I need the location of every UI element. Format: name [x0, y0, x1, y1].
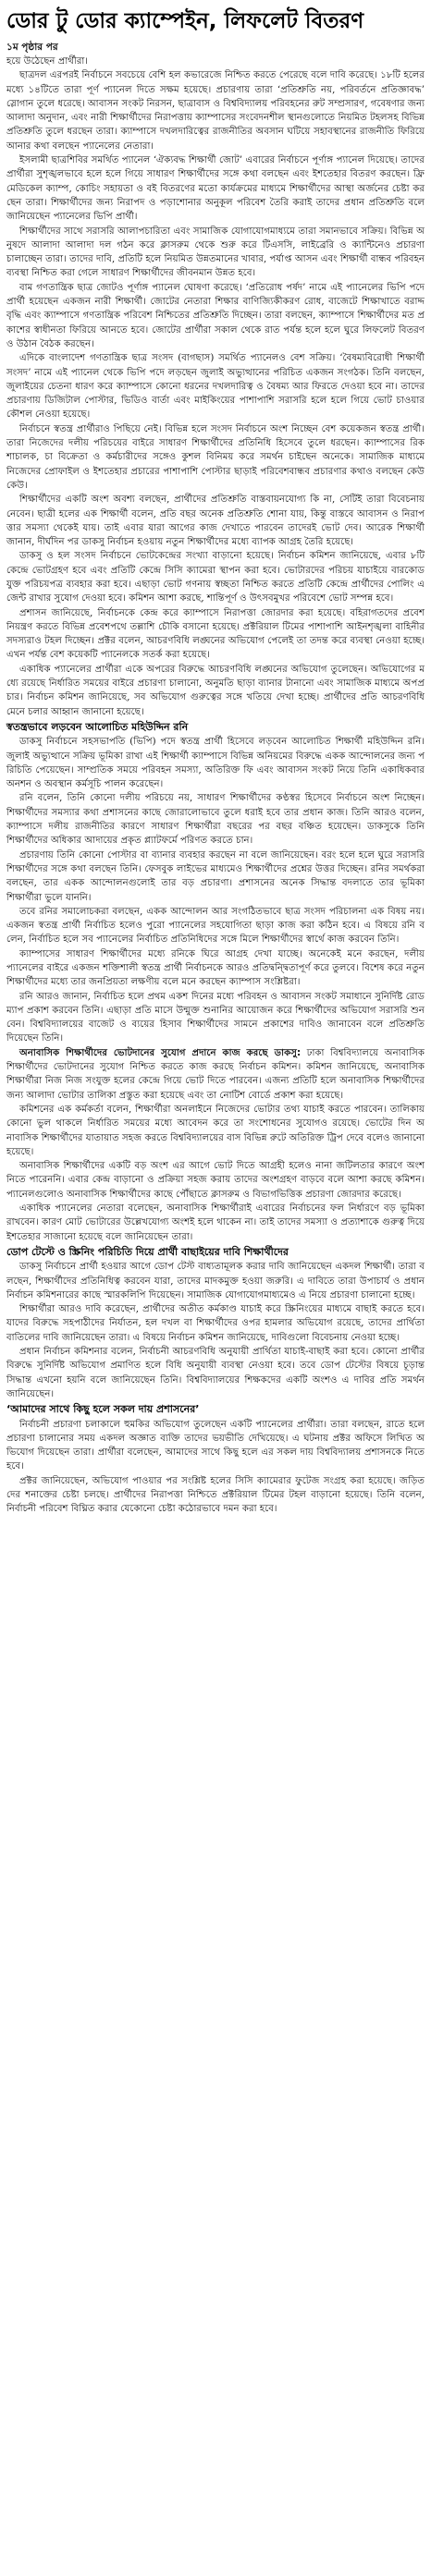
lead-line: হয়ে উঠেছেন প্রার্থীরা।	[6, 56, 89, 67]
section-paragraph: তবে রনির সমালোচকরা বলছেন, একক আন্দোলন আর সংগঠিতভাবে ছাত্র সংসদ পরিচালনা এক বিষয় নয়। একজন স্বতন্ত্র প্রার্থী নির্বাচিত হলেও পুরো প্যানেলের সহযোগিতা ছাড়া কাজ করা কঠিন হবে। এ বিষয়ে রনি বলেন, নির্বাচিত হলে সব প্যানেলের নির্বাচিত প্রতিনিধিদের সঙ্গে মিলে শিক্ষার্থীদের স্বার্থে কাজ করবেন তিনি।	[6, 906, 425, 946]
body-paragraph: একাধিক প্যানেলের প্রার্থীরা একে অপরের বিরুদ্ধে আচরণবিধি লঙ্ঘনের অভিযোগ তুলেছেন। অভিযোগের মধ্যে রয়েছে নির্ধারিত সময়ের বাইরে প্রচারণা চালানো, অনুমতি ছাড়া ব্যানার টানানো এবং সামাজিক মাধ্যমে অপপ্রচার। নির্বাচন কমিশন জানিয়েছে, সব অভিযোগ গুরুত্বের সঙ্গে খতিয়ে দেখা হচ্ছে। প্রার্থীদের প্রতি আচরণবিধি মেনে চলার আহ্বান জানানো হয়েছে।	[6, 664, 425, 717]
body-paragraph: শিক্ষার্থীদের সাথে সরাসরি আলাপচারিতা এবং সামাজিক যোগাযোগমাধ্যমে তারা সমানভাবে সক্রিয়। বিভিন্ন অনুষদে আলাদা আলাদা দল গঠন করে ক্লাসরুম থেকে শুরু করে টিএসসি, লাইব্রেরি ও ক্যান্টিনেও প্রচারণা চালাচ্ছেন তারা। তাদের দাবি, প্রতিটি হলে নিয়মিত উন্নতমানের খাবার, পর্যাপ্ত আসন এবং শিক্ষার্থী বান্ধব পরিবহন ব্যবস্থা নিশ্চিত করা গেলে সাধারণ শিক্ষার্থীদের জীবনমান উন্নত হবে।	[6, 226, 425, 279]
section4-paragraph: প্রক্টর জানিয়েছেন, অভিযোগ পাওয়ার পর সংশ্লিষ্ট হলের সিসি ক্যামেরার ফুটেজ সংগ্রহ করা হয়েছে। জড়িতদের শনাক্তের চেষ্টা চলছে। প্রার্থীদের নিরাপত্তা নিশ্চিতে প্রক্টরিয়াল টিমের টহল বাড়ানো হয়েছে। তিনি বলেন, নির্বাচনী পরিবেশ বিঘ্নিত করার যেকোনো চেষ্টা কঠোরভাবে দমন করা হবে।	[6, 1475, 425, 1515]
section2-paragraph: একাধিক প্যানেলের নেতারা বলেছেন, অনাবাসিক শিক্ষার্থীরাই এবারের নির্বাচনের ফল নির্ধারণে বড় ভূমিকা রাখবেন। কারণ মোট ভোটারের উল্লেখযোগ্য অংশই হলে থাকেন না। তাই তাদের সমস্যা ও প্রত্যাশাকে গুরুত্ব দিয়ে ইশতেহার সাজানো হয়েছে বলে জানিয়েছেন তারা।	[6, 1203, 425, 1242]
section-subhead: স্বতন্ত্রভাবে লড়বেন আলোচিত মহিউদ্দিন রনি	[6, 720, 189, 733]
body-paragraph: ছাত্রদল এরপরই নির্বাচনে সবচেয়ে বেশি হল কভারেজে নিশ্চিত করতে পেরেছে বলে দাবি করেছে। ১৮টি হলের মধ্যে ১৪টিতে তারা পূর্ণ প্যানেল দিতে সক্ষম হয়েছে। প্রচারণায় তারা ‘প্রতিশ্রুতি নয়, পরিবর্তনে প্রতিজ্ঞাবদ্ধ’ স্লোগান তুলে ধরেছে। আবাসন সংকট নিরসন, ছাত্রাবাস ও বিশ্ববিদ্যালয় পরিবহনের রুট সম্প্রসারণ, গবেষণার জন্য আলাদা অনুদান, এবং নারী শিক্ষার্থীদের নিরাপত্তায় ক্যাম্পাসের সংবেদনশীল স্থানগুলোতে নিয়মিত টহলসহ বিভিন্ন প্রতিশ্রুতি তুলে ধরছেন তারা। ক্যাম্পাসে দখলদারিত্বের রাজনীতির অবসান ঘটিয়ে সহাবস্থানের রাজনীতি ফিরিয়ে আনার কথা বলছেন প্যানেলের নেতারা।	[6, 70, 425, 152]
inline-heading-paragraph	[6, 1046, 425, 1103]
continued-from-label: ১ম পৃষ্ঠার পর	[6, 42, 58, 53]
section2-paragraph: কমিশনের এক কর্মকর্তা বলেন, শিক্ষার্থীরা অনলাইনে নিজেদের ভোটার তথ্য যাচাই করতে পারবেন। তালিকায় কোনো ভুল থাকলে নির্ধারিত সময়ের মধ্যে আবেদন করে তা সংশোধনের সুযোগও রয়েছে। ভোটের দিন অনাবাসিক শিক্ষার্থীদের যাতায়াত সহজ করতে বিশ্ববিদ্যালয়ের বাস বিভিন্ন রুটে অতিরিক্ত ট্রিপ দেবে বলেও জানানো হয়েছে।	[6, 1104, 425, 1157]
section-paragraph: প্রচারণায় তিনি কোনো পোস্টার বা ব্যানার ব্যবহার করছেন না বলে জানিয়েছেন। বরং হলে হলে ঘুরে সরাসরি শিক্ষার্থীদের সঙ্গে কথা বলছেন তিনি। ফেসবুক লাইভের মাধ্যমেও শিক্ষার্থীদের প্রশ্নের উত্তর দিচ্ছেন। রনির সমর্থকরা বলছেন, তার একক আন্দোলনগুলোই তার বড় প্রচারণা। প্রশাসনের অনেক সিদ্ধান্ত বদলাতে তার ভূমিকা শিক্ষার্থীরা ভুলে যাননি।	[6, 849, 425, 903]
body-paragraph: নির্বাচনে স্বতন্ত্র প্রার্থীরাও পিছিয়ে নেই। বিভিন্ন হলে সংসদ নির্বাচনে অংশ নিচ্ছেন বেশ কয়েকজন স্বতন্ত্র প্রার্থী। তারা নিজেদের দলীয় পরিচয়ের বাইরে সাধারণ শিক্ষার্থীদের প্রতিনিধি হিসেবে তুলে ধরছেন। ক্যাম্পাসের রিকশাচালক, চা বিক্রেতা ও কর্মচারীদের সঙ্গেও কুশল বিনিময় করে সমর্থন চাইছেন অনেকে। সামাজিক মাধ্যমে নিজেদের প্রোফাইল ও ইশতেহার প্রচারের পাশাপাশি পোস্টার ছাড়াই পরিবেশবান্ধব প্রচারণার কথাও বলছেন কেউ কেউ।	[6, 423, 425, 491]
body-paragraph: ডাকসু ও হল সংসদ নির্বাচনে ভোটকেন্দ্রের সংখ্যা বাড়ানো হয়েছে। নির্বাচন কমিশন জানিয়েছে, এবার ৮টি কেন্দ্রে ভোটগ্রহণ হবে এবং প্রতিটি কেন্দ্রে সিসি ক্যামেরা স্থাপন করা হবে। ভোটারদের পরিচয় যাচাইয়ে বারকোডযুক্ত পরিচয়পত্র ব্যবহার করা হবে। এছাড়া ভোট গণনায় স্বচ্ছতা নিশ্চিত করতে প্রতিটি কেন্দ্রে প্রার্থীদের পোলিং এজেন্ট রাখার সুযোগ দেওয়া হবে। কমিশন আশা করছে, শান্তিপূর্ণ ও উৎসবমুখর পরিবেশে ভোট সম্পন্ন হবে।	[6, 551, 425, 604]
section3-paragraph: শিক্ষার্থীরা আরও দাবি করেছেন, প্রার্থীদের অতীত কর্মকাণ্ড যাচাই করে স্ক্রিনিংয়ের মাধ্যমে বাছাই করতে হবে। যাদের বিরুদ্ধে সহপাঠীদের নির্যাতন, হল দখল বা শিক্ষার্থীদের ওপর হামলার অভিযোগ রয়েছে, তাদের প্রার্থিতা বাতিলের দাবি জানিয়েছেন তারা। এ বিষয়ে নির্বাচন কমিশন জানিয়েছে, দাবিগুলো বিবেচনায় নেওয়া হচ্ছে।	[6, 1304, 425, 1343]
body-paragraph: বাম গণতান্ত্রিক ছাত্র জোটও পূর্ণাঙ্গ প্যানেল ঘোষণা করেছে। ‘প্রতিরোধ পর্ষদ’ নামে এই প্যানেলের ভিপি পদে প্রার্থী হয়েছেন একজন নারী শিক্ষার্থী। জোটের নেতারা শিক্ষার বাণিজ্যিকীকরণ রোধ, বাজেটে শিক্ষাখাতে বরাদ্দ বৃদ্ধি এবং ক্যাম্পাসে গণতান্ত্রিক পরিবেশ নিশ্চিতের প্রতিশ্রুতি দিচ্ছেন। তারা বলছেন, ক্যাম্পাসে শিক্ষার্থীদের মত প্রকাশের স্বাধীনতা ফিরিয়ে আনতে হবে। জোটের প্রার্থীরা সকাল থেকে রাত পর্যন্ত হলে হলে ঘুরে লিফলেট বিতরণ ও উঠান বৈঠক করছেন।	[6, 282, 425, 349]
body-paragraph: ইসলামী ছাত্রশিবির সমর্থিত প্যানেল ‘ঐক্যবদ্ধ শিক্ষার্থী জোট’ এবারের নির্বাচনে পূর্ণাঙ্গ প্যানেল দিয়েছে। তাদের প্রার্থীরা সুশৃঙ্খলভাবে হলে হলে গিয়ে সাধারণ শিক্ষার্থীদের সঙ্গে কথা বলছেন এবং ইশতেহার বিতরণ করছেন। ফ্রি মেডিকেল ক্যাম্প, কোচিং সহায়তা ও বই বিতরণের মতো কার্যক্রমের মাধ্যমে শিক্ষার্থীদের আস্থা অর্জনের চেষ্টা করছেন তারা। শিক্ষার্থীদের জন্য নিরাপদ ও পড়াশোনার অনুকূল পরিবেশ তৈরি করাই তাদের প্রধান প্রতিশ্রুতি বলে জানিয়েছেন প্যানেলের ভিপি প্রার্থী।	[6, 155, 425, 223]
section3-paragraph: ডাকসু নির্বাচনে প্রার্থী হওয়ার আগে ডোপ টেস্ট বাধ্যতামূলক করার দাবি জানিয়েছেন একদল শিক্ষার্থী। তারা বলছেন, শিক্ষার্থীদের প্রতিনিধিত্ব করবেন যারা, তাদের মাদকমুক্ত হওয়া জরুরি। এ দাবিতে তারা উপাচার্য ও প্রধান নির্বাচন কমিশনারের কাছে স্মারকলিপি দিয়েছেন। সামাজিক যোগাযোগমাধ্যমেও এ নিয়ে প্রচারণা চালানো হচ্ছে।	[6, 1262, 425, 1300]
section-paragraph: রনি আরও জানান, নির্বাচিত হলে প্রথম একশ দিনের মধ্যে পরিবহন ও আবাসন সংকট সমাধানে সুনির্দিষ্ট রোডম্যাপ প্রকাশ করবেন তিনি। এছাড়া প্রতি মাসে উন্মুক্ত শুনানির আয়োজন করে শিক্ষার্থীদের অভিযোগ সরাসরি শুনবেন। বিশ্ববিদ্যালয়ের বাজেট ও ব্যয়ের হিসাব শিক্ষার্থীদের সামনে প্রকাশের দাবিও জানাবেন বলে প্রতিশ্রুতি দিয়েছেন তিনি।	[6, 991, 425, 1044]
section-paragraph: ডাকসু নির্বাচনে সহসভাপতি (ভিপি) পদে স্বতন্ত্র প্রার্থী হিসেবে লড়বেন আলোচিত শিক্ষার্থী মহিউদ্দিন রনি। জুলাই অভ্যুত্থানে সক্রিয় ভূমিকা রাখা এই শিক্ষার্থী ক্যাম্পাসে বিভিন্ন অনিয়মের বিরুদ্ধে একক আন্দোলনের জন্য পরিচিতি পেয়েছেন। সাম্প্রতিক সময়ে পরিবহন সমস্যা, অতিরিক্ত ফি এবং আবাসন সংকট নিয়ে তিনি একাধিকবার অনশন ও অবস্থান কর্মসূচি পালন করেছেন।	[6, 737, 425, 790]
section2-paragraph: অনাবাসিক শিক্ষার্থীদের একটি বড় অংশ এর আগে ভোট দিতে আগ্রহী হলেও নানা জটিলতার কারণে অংশ নিতে পারেননি। এবার কেন্দ্র বাড়ানো ও প্রক্রিয়া সহজ করায় তাদের অংশগ্রহণ বাড়বে বলে আশা করছে কমিশন। প্যানেলগুলোও অনাবাসিক শিক্ষার্থীদের কাছে পৌঁছাতে ক্লাসরুম ও বিভাগভিত্তিক প্রচারণা জোরদার করেছে।	[6, 1161, 425, 1200]
body-paragraph: প্রশাসন জানিয়েছে, নির্বাচনকে কেন্দ্র করে ক্যাম্পাসে নিরাপত্তা জোরদার করা হয়েছে। বহিরাগতদের প্রবেশ নিয়ন্ত্রণ করতে বিভিন্ন প্রবেশপথে তল্লাশি চৌকি বসানো হয়েছে। প্রক্টরিয়াল টিমের পাশাপাশি আইনশৃঙ্খলা বাহিনীর সদস্যরাও টহল দিচ্ছেন। প্রক্টর বলেন, আচরণবিধি লঙ্ঘনের অভিযোগ পেলেই তা তদন্ত করে ব্যবস্থা নেওয়া হচ্ছে। এখন পর্যন্ত বেশ কয়েকটি প্যানেলকে সতর্ক করা হয়েছে।	[6, 607, 425, 661]
body-paragraph: শিক্ষার্থীদের একটি অংশ অবশ্য বলছেন, প্রার্থীদের প্রতিশ্রুতি বাস্তবায়নযোগ্য কি না, সেটিই তারা বিবেচনায় নেবেন। ছাত্রী হলের এক শিক্ষার্থী বলেন, প্রতি বছর অনেক প্রতিশ্রুতি শোনা যায়, কিন্তু বাস্তবে আবাসন ও নিরাপত্তার সমস্যা থেকেই যায়। তাই এবার যারা আগের কাজ দেখাতে পারবেন তাদেরই ভোট দেব। আরেক শিক্ষার্থী জানান, দীর্ঘদিন পর ডাকসু নির্বাচন হওয়ায় নতুন শিক্ষার্থীদের মধ্যে ব্যাপক আগ্রহ তৈরি হয়েছে।	[6, 494, 425, 548]
section4-subhead: ‘আমাদের সাথে কিছু হলে সকল দায় প্রশাসনের’	[6, 1403, 200, 1416]
inline-paragraph-text: ঢাকা বিশ্ববিদ্যালয়ে অনাবাসিক শিক্ষার্থীদের ভোটদানের সুযোগ নিশ্চিত করতে কাজ করছে নির্বাচন কমিশন। কমিশন জানিয়েছে, অনাবাসিক শিক্ষার্থীরা নিজ নিজ সংযুক্ত হলের কেন্দ্রে গিয়ে ভোট দিতে পারবেন। এজন্য প্রতিটি হলে অনাবাসিক শিক্ষার্থীদের জন্য আলাদা ভোটার তালিকা প্রস্তুত করা হয়েছে এবং তা নোটিশ বোর্ডে প্রকাশ করা হয়েছে।	[6, 1047, 425, 1101]
section3-subhead: ডোপ টেস্টে ও স্ক্রিনিং পরিচিতি দিয়ে প্রার্থী বাছাইয়ের দাবি শিক্ষার্থীদের	[6, 1245, 289, 1258]
section3-paragraph: প্রধান নির্বাচন কমিশনার বলেন, নির্বাচনী আচরণবিধি অনুযায়ী প্রার্থিতা যাচাই-বাছাই করা হবে। কোনো প্রার্থীর বিরুদ্ধে সুনির্দিষ্ট অভিযোগ প্রমাণিত হলে বিধি অনুযায়ী ব্যবস্থা নেওয়া হবে। তবে ডোপ টেস্টের বিষয়ে চূড়ান্ত সিদ্ধান্ত এখনো হয়নি বলে জানিয়েছেন তিনি। বিশ্ববিদ্যালয়ের শিক্ষকদের একটি অংশও এ দাবির প্রতি সমর্থন জানিয়েছেন।	[6, 1347, 425, 1399]
article-headline: ডোর টু ডোর ক্যাম্পেইন, লিফলেট বিতরণ	[6, 9, 364, 33]
section-paragraph: রনি বলেন, তিনি কোনো দলীয় পরিচয়ে নয়, সাধারণ শিক্ষার্থীদের কণ্ঠস্বর হিসেবে নির্বাচনে অংশ নিচ্ছেন। শিক্ষার্থীদের সমস্যার কথা প্রশাসনের কাছে জোরালোভাবে তুলে ধরাই হবে তার প্রধান কাজ। তিনি আরও বলেন, ক্যাম্পাসে দলীয় রাজনীতির কারণে সাধারণ শিক্ষার্থীরা বছরের পর বছর বঞ্চিত হয়েছেন। ডাকসুকে তিনি শিক্ষার্থীদের অধিকার আদায়ের প্রকৃত প্ল্যাটফর্মে পরিণত করতে চান।	[6, 793, 425, 847]
section-paragraph: ক্যাম্পাসের সাধারণ শিক্ষার্থীদের মধ্যে রনিকে ঘিরে আগ্রহ দেখা যাচ্ছে। অনেকেই মনে করছেন, দলীয় প্যানেলের বাইরে একজন শক্তিশালী স্বতন্ত্র প্রার্থী নির্বাচনকে আরও প্রতিদ্বন্দ্বিতাপূর্ণ করে তুলবে। বিশেষ করে নতুন শিক্ষার্থীদের মধ্যে তার জনপ্রিয়তা লক্ষণীয় বলে মনে করছেন ক্যাম্পাস সংশ্লিষ্টরা।	[6, 948, 425, 988]
inline-subhead: অনাবাসিক শিক্ষার্থীদের ভোটদানের সুযোগ প্রদানে কাজ করছে ডাকসু:	[19, 1047, 302, 1058]
body-paragraph: এদিকে বাংলাদেশ গণতান্ত্রিক ছাত্র সংসদ (বাগছাস) সমর্থিত প্যানেলও বেশ সক্রিয়। ‘বৈষম্যবিরোধী শিক্ষার্থী সংসদ’ নামে এই প্যানেল থেকে ভিপি পদে লড়ছেন জুলাই অভ্যুত্থানের পরিচিত একজন সংগঠক। তিনি বলছেন, জুলাইয়ের চেতনা ধারণ করে ক্যাম্পাসে কোনো ধরনের দখলদারিত্ব ও বৈষম্য আর ফিরতে দেওয়া হবে না। তাদের প্রচারণায় ডিজিটাল পোস্টার, ভিডিও বার্তা এবং মাইকিংয়ের পাশাপাশি সরাসরি হলে হলে গিয়ে ভোট চাওয়ার কৌশল নেওয়া হয়েছে।	[6, 353, 425, 421]
section4-paragraph: নির্বাচনী প্রচারণা চলাকালে হুমকির অভিযোগ তুলেছেন একটি প্যানেলের প্রার্থীরা। তারা বলছেন, রাতে হলে প্রচারণা চালানোর সময় একদল অজ্ঞাত ব্যক্তি তাদের ভয়ভীতি দেখিয়েছে। এ ঘটনায় প্রক্টর অফিসে লিখিত অভিযোগ দিয়েছেন তারা। প্রার্থীরা বলেছেন, আমাদের সাথে কিছু হলে এর সকল দায় বিশ্ববিদ্যালয় প্রশাসনকে নিতে হবে।	[6, 1419, 425, 1472]
